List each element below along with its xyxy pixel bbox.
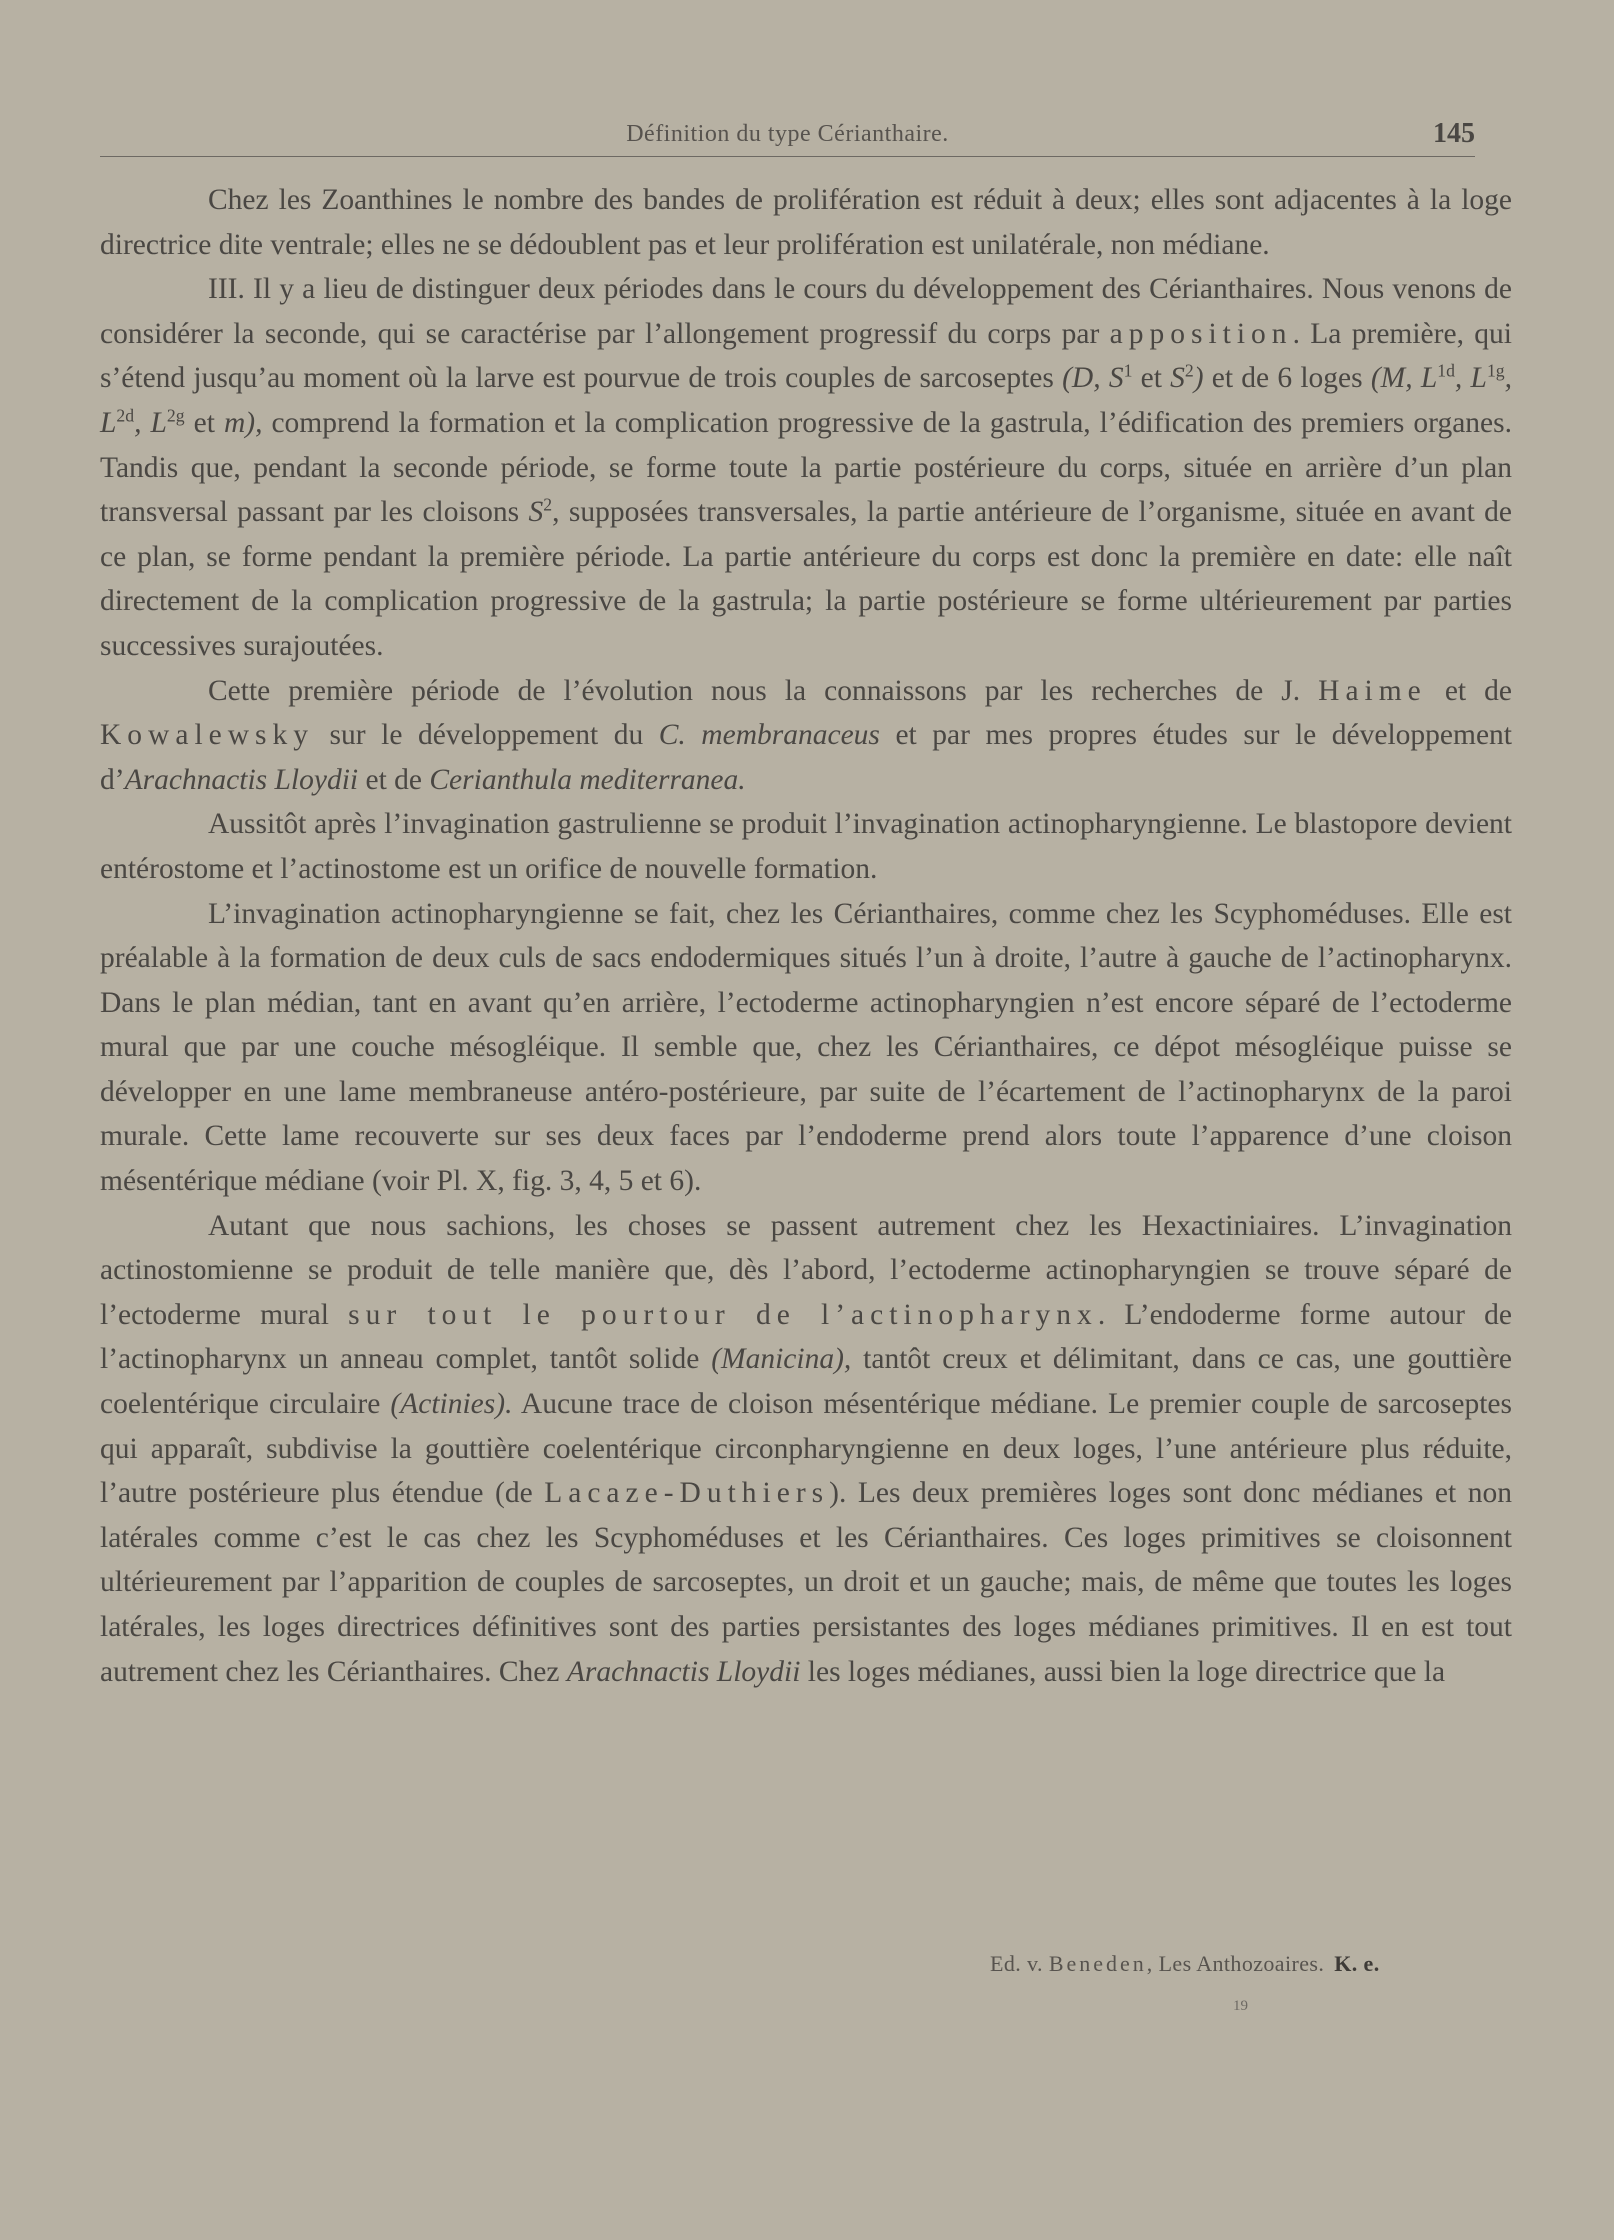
- text-run: et de: [358, 763, 430, 796]
- superscript: 2: [1184, 360, 1194, 381]
- spaced-text: apposition: [1109, 317, 1293, 350]
- running-head: [100, 118, 1475, 157]
- superscript: 1d: [1437, 360, 1455, 381]
- text-run: et: [184, 406, 224, 439]
- italic-text: (D, S: [1062, 362, 1124, 395]
- italic-text: Arachnactis Lloydii: [124, 763, 359, 796]
- italic-text: ): [1193, 362, 1204, 395]
- text-run: et par mes propres études sur le développement d’: [100, 719, 1513, 796]
- paragraph: [100, 267, 1512, 668]
- superscript: 1: [1123, 360, 1133, 381]
- superscript: 1g: [1486, 360, 1505, 381]
- superscript: 2d: [116, 405, 135, 426]
- credit-mark: K. e.: [1334, 1951, 1380, 1976]
- italic-text: (M, L: [1370, 362, 1438, 395]
- text-run: . La première, qui s’étend jusqu’au moment où la larve est pourvue de trois couples de sarcoseptes: [100, 317, 1512, 395]
- italic-text: S: [528, 496, 544, 529]
- text-run: L’invagination actinopharyngienne se fait, chez les Cérianthaires, comme chez les Scyphoméduses. Elle est préalable à la formation de deux culs de sacs endodermiques situés l’un à droite, l’autre à gauche de l’actinopharynx. Dans le plan médian, tant en avant qu’en arrière, l’ectoderme actinopharyngien n’est encore séparé de l’ectoderme mural que par une couche mésogléique. Il semble que, chez les Cérianthaires, ce dépot mésogléique puisse se développer en une lame membraneuse antéro-postérieure, par suite de l’écartement de l’actinopharynx de la paroi murale. Cette lame recouverte sur ses deux faces par l’endoderme prend alors toute l’apparence d’une cloison mésentérique médiane (voir Pl. X, fig. 3, 4, 5 et 6).: [100, 897, 1512, 1198]
- text-run: Chez les Zoanthines le nombre des bandes de prolifération est réduit à deux; elles sont adjacentes à la loge directrice dite ventrale; elles ne se dédoublent pas et leur prolifération est unilatérale, non médiane.: [100, 184, 1512, 261]
- running-title: Définition du type Cérianthaire.: [626, 121, 949, 147]
- paragraph: [100, 1204, 1512, 1695]
- text-run: les loges médianes, aussi bien la loge directrice que la: [800, 1655, 1446, 1688]
- paragraph: [100, 892, 1512, 1204]
- italic-text: m),: [223, 406, 263, 439]
- superscript: 2g: [166, 405, 185, 426]
- text-run: tantôt creux et délimitant, dans ce cas, une gouttière coelentérique circulaire: [100, 1343, 1512, 1421]
- body-text: [100, 178, 1512, 1694]
- italic-text: C. membranaceus: [658, 719, 880, 752]
- signature-mark: 19: [1233, 1998, 1248, 2014]
- paragraph: [100, 178, 1512, 267]
- text-run: Autant que nous sachions, les choses se passent autrement chez les Hexactiniaires. L’invagination actinostomienne se produit de telle manière que, dès l’abord, l’ectoderme actinopharyngien se trouve séparé de l’ectoderme mural: [100, 1209, 1512, 1331]
- text-run: et de: [1426, 674, 1512, 707]
- publication-credit: [990, 1951, 1380, 1977]
- italic-text: (Actinies).: [390, 1388, 513, 1421]
- italic-text: , L: [134, 406, 167, 439]
- italic-text: Cerianthula mediterranea.: [429, 763, 746, 796]
- spaced-text: Haime: [1318, 674, 1427, 707]
- paragraph: [100, 802, 1512, 891]
- text-run: , supposées transversales, la partie antérieure de l’organisme, située en avant de ce plan, se forme pendant la première période. La partie antérieure du corps est donc la première en date: elle naît directement de la complication progressive de la gastrula; la partie postérieure se forme ultérieurement par parties successives surajoutées.: [100, 496, 1512, 662]
- italic-text: S: [1170, 362, 1185, 395]
- page-number: 145: [1433, 118, 1475, 149]
- credit-author: Beneden: [1048, 1951, 1147, 1976]
- superscript: 2: [543, 494, 553, 515]
- spaced-text: sur tout le pourtour de l’actinopharynx: [348, 1298, 1098, 1331]
- text-run: comprend la formation et la complication progressive de la gastrula, l’édification des premiers organes. Tandis que, pendant la seconde période, se forme toute la partie postérieure du corps, située en arrière d’un plan transversal passant par les cloisons: [100, 406, 1512, 529]
- text-run: Cette première période de l’évolution nous la connaissons par les recherches de J.: [208, 674, 1319, 707]
- text-run: Aussitôt après l’invagination gastrulienne se produit l’invagination actinopharyngienne. Le blastopore devient entérostome et l’actinostome est un orifice de nouvelle formation.: [100, 808, 1512, 885]
- text-run: sur le développement du: [314, 719, 659, 752]
- text-run: et: [1132, 362, 1171, 395]
- text-run: Aucune trace de cloison mésentérique médiane. Le premier couple de sarcoseptes qui apparaît, subdivise la gouttière coelentérique circonpharyngienne en deux loges, l’une antérieure plus réduite, l’autre postérieure plus étendue (de: [100, 1388, 1513, 1510]
- credit-prefix: Ed. v.: [990, 1951, 1049, 1976]
- italic-text: (Manicina),: [711, 1343, 852, 1376]
- paragraph: [100, 669, 1512, 803]
- spaced-text: Kowalewsky: [100, 719, 315, 752]
- italic-text: , L: [1454, 362, 1487, 395]
- spaced-text: Lacaze-Duthiers: [544, 1477, 830, 1510]
- credit-title: , Les Anthozoaires.: [1146, 1951, 1325, 1976]
- italic-text: , L: [100, 362, 1512, 439]
- text-run: . L’endoderme forme autour de l’actinopharynx un anneau complet, tantôt solide: [100, 1298, 1512, 1376]
- italic-text: Arachnactis Lloydii: [566, 1655, 801, 1688]
- text-run: III. Il y a lieu de distinguer deux périodes dans le cours du développement des Cérianthaires. Nous venons de considérer la seconde, qui se caractérise par l’allongement progressif du corps par: [100, 273, 1512, 350]
- text-run: et de 6 loges: [1203, 362, 1371, 395]
- text-run: ). Les deux premières loges sont donc médianes et non latérales comme c’est le cas chez les Scyphoméduses et les Cérianthaires. Ces loges primitives se cloisonnent ultérieurement par l’apparition de couples de sarcoseptes, un droit et un gauche; mais, de même que toutes les loges latérales, les loges directrices définitives sont des parties persistantes des loges médianes primitives. Il en est tout autrement chez les Cérianthaires. Chez: [100, 1477, 1512, 1688]
